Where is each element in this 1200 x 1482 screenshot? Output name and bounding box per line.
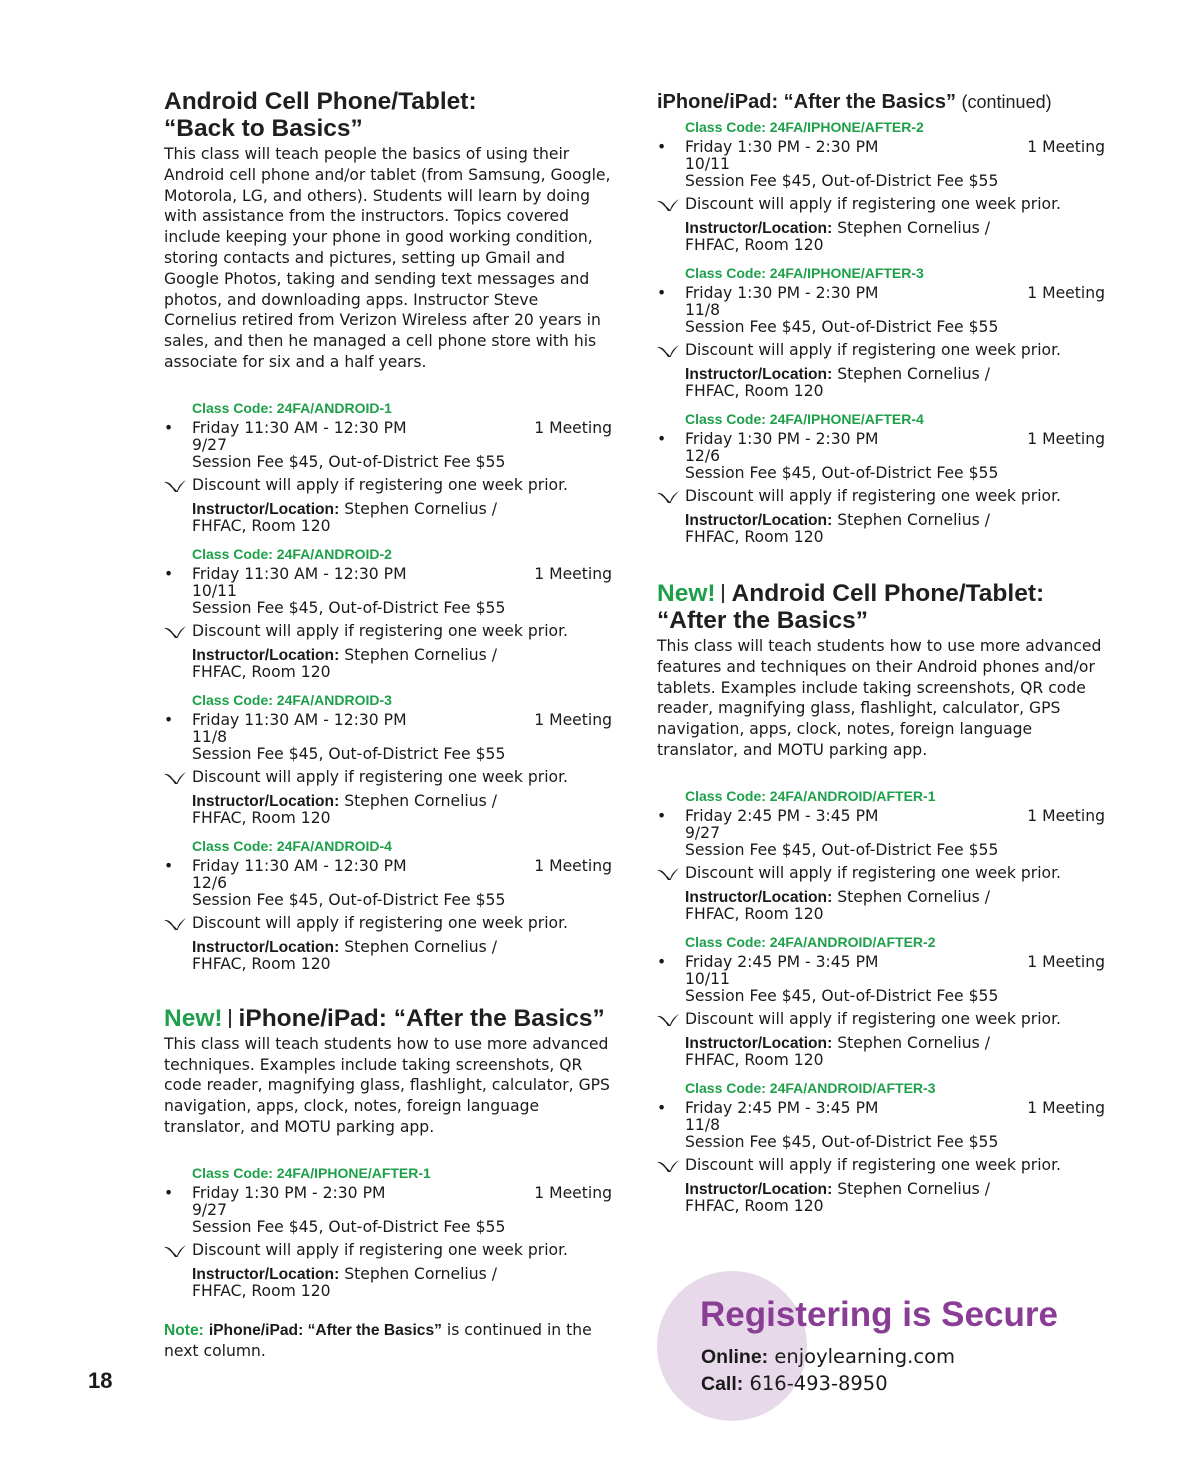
- title-line-1: Android Cell Phone/Tablet:: [731, 580, 1045, 607]
- class-date: 10/11: [192, 581, 237, 600]
- meeting-line: [164, 712, 612, 729]
- note-text: is continued in the next column.: [164, 1320, 592, 1360]
- bullet-icon: •: [164, 418, 174, 437]
- instructor-label: Instructor/Location:: [685, 1180, 833, 1198]
- instructor-location: [164, 793, 612, 810]
- online-url[interactable]: enjoylearning.com: [774, 1345, 956, 1368]
- checkmark-bird-icon: [657, 1014, 679, 1026]
- registering-title: Registering is Secure: [700, 1295, 1058, 1334]
- instructor-name: Stephen Cornelius /: [832, 1179, 990, 1198]
- instructor-name: Stephen Cornelius /: [339, 937, 497, 956]
- discount-line: [164, 1242, 612, 1259]
- instructor-location: [164, 939, 612, 956]
- bullet-icon: •: [657, 1098, 667, 1117]
- class-time: Friday 1:30 PM - 2:30 PM: [685, 284, 879, 302]
- discount-text: Discount will apply if registering one week prior.: [685, 1009, 1062, 1028]
- discount-line: [657, 342, 1105, 359]
- continuation-note: [164, 1320, 612, 1361]
- checkmark-bird-icon: [657, 199, 679, 211]
- instructor-label: Instructor/Location:: [685, 888, 833, 906]
- meeting-count: 1 Meeting: [534, 564, 612, 583]
- android-back-to-basics-section: [164, 88, 612, 973]
- session-fee: Session Fee $45, Out-of-District Fee $55: [685, 1132, 999, 1151]
- discount-text: Discount will apply if registering one week prior.: [192, 621, 569, 640]
- instructor-label: Instructor/Location:: [685, 366, 833, 383]
- class-date: 11/8: [685, 301, 721, 319]
- discount-text: Discount will apply if registering one week prior.: [685, 1155, 1062, 1174]
- meeting-line: [657, 1100, 1105, 1117]
- class-time: Friday 1:30 PM - 2:30 PM: [192, 1183, 386, 1202]
- class-listing: [164, 1164, 612, 1300]
- class-date: 9/27: [192, 1200, 228, 1219]
- instructor-label: Instructor/Location:: [685, 1034, 833, 1052]
- new-badge: New!: [164, 1004, 223, 1032]
- meeting-line: [164, 858, 612, 875]
- class-code: Class Code: 24FA/ANDROID-4: [192, 837, 392, 854]
- session-fee: Session Fee $45, Out-of-District Fee $55: [685, 464, 999, 482]
- class-code: Class Code: 24FA/IPHONE/AFTER-4: [685, 411, 924, 427]
- discount-line: [164, 477, 612, 494]
- class-listing: [164, 545, 612, 681]
- discount-line: [164, 915, 612, 932]
- meeting-count: 1 Meeting: [1027, 806, 1105, 825]
- online-label: Online:: [701, 1346, 769, 1368]
- instructor-location: [657, 1035, 1105, 1052]
- session-fee: Session Fee $45, Out-of-District Fee $55: [192, 744, 506, 763]
- instructor-name: Stephen Cornelius /: [339, 791, 497, 810]
- class-listing: [657, 264, 1105, 400]
- instructor-location: [657, 512, 1105, 529]
- class-code: Class Code: 24FA/IPHONE/AFTER-1: [192, 1164, 431, 1181]
- call-label: Call:: [701, 1373, 744, 1395]
- instructor-name: Stephen Cornelius /: [339, 645, 497, 664]
- discount-line: [657, 1011, 1105, 1028]
- meeting-count: 1 Meeting: [1027, 284, 1105, 302]
- checkmark-bird-icon: [164, 1245, 186, 1257]
- class-time: Friday 11:30 AM - 12:30 PM: [192, 564, 407, 583]
- class-date: 9/27: [685, 823, 721, 842]
- class-code: Class Code: 24FA/ANDROID-2: [192, 545, 392, 562]
- section-description: This class will teach students how to use more advanced features and techniques on their Android phones and/or tablets. Examples include taking screenshots, QR code reader, magnifying glass, flashlight, calculator, GPS navigation, apps, clock, notes, foreign language translator, and MOTU parking app.: [657, 637, 1102, 759]
- section-title: [164, 1005, 612, 1032]
- discount-line: [164, 769, 612, 786]
- meeting-line: [657, 139, 1105, 156]
- class-time: Friday 11:30 AM - 12:30 PM: [192, 710, 407, 729]
- title-line-2: “Back to Basics”: [164, 115, 363, 142]
- session-fee: Session Fee $45, Out-of-District Fee $55: [685, 318, 999, 336]
- class-time: Friday 1:30 PM - 2:30 PM: [685, 138, 879, 156]
- section-title: [657, 88, 1105, 116]
- class-time: Friday 2:45 PM - 3:45 PM: [685, 1098, 879, 1117]
- meeting-line: [164, 566, 612, 583]
- meeting-count: 1 Meeting: [1027, 138, 1105, 156]
- discount-line: [164, 623, 612, 640]
- class-list: [164, 1164, 612, 1300]
- class-date: 12/6: [685, 447, 721, 465]
- note-bold: iPhone/iPad: “After the Basics”: [208, 1321, 442, 1339]
- instructor-name: Stephen Cornelius /: [339, 499, 497, 518]
- instructor-name: Stephen Cornelius /: [832, 365, 990, 383]
- class-date: 11/8: [685, 1115, 721, 1134]
- class-date: 11/8: [192, 727, 228, 746]
- class-time: Friday 11:30 AM - 12:30 PM: [192, 418, 407, 437]
- discount-line: [657, 488, 1105, 505]
- class-location: FHFAC, Room 120: [685, 236, 824, 254]
- class-listing: [164, 691, 612, 827]
- bullet-icon: •: [657, 952, 667, 971]
- class-listing: [657, 1079, 1105, 1215]
- title-line-2: “After the Basics”: [657, 607, 869, 634]
- continued-label: (continued): [961, 92, 1052, 112]
- class-time: Friday 2:45 PM - 3:45 PM: [685, 806, 879, 825]
- class-code: Class Code: 24FA/ANDROID/AFTER-1: [685, 787, 936, 804]
- android-after-basics-section: [657, 580, 1105, 1215]
- bullet-icon: •: [164, 710, 174, 729]
- registering-call: [701, 1372, 888, 1396]
- class-code: Class Code: 24FA/IPHONE/AFTER-3: [685, 265, 924, 281]
- iphone-after-basics-section: [164, 1005, 612, 1300]
- title-text: iPhone/iPad: “After the Basics”: [238, 1004, 605, 1032]
- meeting-count: 1 Meeting: [534, 856, 612, 875]
- instructor-location: [657, 1181, 1105, 1198]
- session-fee: Session Fee $45, Out-of-District Fee $55: [192, 1217, 506, 1236]
- class-listing: [657, 410, 1105, 546]
- class-code: Class Code: 24FA/ANDROID/AFTER-3: [685, 1079, 936, 1096]
- class-location: FHFAC, Room 120: [192, 516, 331, 535]
- class-time: Friday 2:45 PM - 3:45 PM: [685, 952, 879, 971]
- class-listing: [657, 787, 1105, 923]
- instructor-label: Instructor/Location:: [192, 938, 340, 956]
- iphone-after-basics-continued-section: [657, 88, 1105, 546]
- session-fee: Session Fee $45, Out-of-District Fee $55: [685, 986, 999, 1005]
- meeting-line: [657, 285, 1105, 302]
- session-fee: Session Fee $45, Out-of-District Fee $55: [192, 890, 506, 909]
- title-separator: [229, 1009, 231, 1028]
- title-separator: [722, 584, 724, 603]
- class-list: [164, 399, 612, 973]
- meeting-count: 1 Meeting: [534, 418, 612, 437]
- bullet-icon: •: [657, 284, 667, 302]
- class-location: FHFAC, Room 120: [685, 528, 824, 546]
- discount-text: Discount will apply if registering one week prior.: [192, 1240, 569, 1259]
- instructor-label: Instructor/Location:: [192, 792, 340, 810]
- bullet-icon: •: [657, 806, 667, 825]
- discount-line: [657, 1157, 1105, 1174]
- class-time: Friday 1:30 PM - 2:30 PM: [685, 430, 879, 448]
- bullet-icon: •: [164, 564, 174, 583]
- class-date: 9/27: [192, 435, 228, 454]
- instructor-label: Instructor/Location:: [192, 500, 340, 518]
- class-listing: [657, 118, 1105, 254]
- bullet-icon: •: [657, 430, 667, 448]
- meeting-count: 1 Meeting: [534, 1183, 612, 1202]
- bullet-icon: •: [657, 138, 667, 156]
- discount-text: Discount will apply if registering one week prior.: [192, 475, 569, 494]
- class-location: FHFAC, Room 120: [192, 808, 331, 827]
- instructor-location: [164, 501, 612, 518]
- class-location: FHFAC, Room 120: [685, 1050, 824, 1069]
- section-description: This class will teach people the basics of using their Android cell phone and/or tablet (from Samsung, Google, Motorola, LG, and others). Students will learn by doing with assistance from the instructors. Topics covered include keeping your phone in good working condition, storing contacts and pictures, setting up Gmail and Google Photos, taking and sending text messages and photos, and downloading apps. Instructor Steve Cornelius retired from Verizon Wireless after 20 years in sales, and then he managed a cell phone store with his associate for six and a half years.: [164, 145, 611, 371]
- title-text: iPhone/iPad: “After the Basics”: [657, 91, 956, 113]
- discount-text: Discount will apply if registering one week prior.: [685, 487, 1062, 505]
- right-column: [657, 88, 1105, 1215]
- checkmark-bird-icon: [164, 918, 186, 930]
- instructor-name: Stephen Cornelius /: [832, 1033, 990, 1052]
- session-fee: Session Fee $45, Out-of-District Fee $55: [192, 452, 506, 471]
- class-listing: [657, 933, 1105, 1069]
- class-location: FHFAC, Room 120: [685, 382, 824, 400]
- instructor-name: Stephen Cornelius /: [832, 511, 990, 529]
- bullet-icon: •: [164, 856, 174, 875]
- class-date: 10/11: [685, 155, 730, 173]
- class-location: FHFAC, Room 120: [685, 904, 824, 923]
- class-date: 12/6: [192, 873, 228, 892]
- registering-online: [701, 1345, 955, 1369]
- instructor-name: Stephen Cornelius /: [832, 887, 990, 906]
- page-number: 18: [88, 1368, 113, 1393]
- meeting-line: [164, 1185, 612, 1202]
- title-line-1: Android Cell Phone/Tablet:: [164, 88, 477, 115]
- instructor-location: [657, 220, 1105, 237]
- new-badge: New!: [657, 580, 716, 607]
- class-list: [657, 118, 1105, 546]
- class-location: FHFAC, Room 120: [192, 662, 331, 681]
- checkmark-bird-icon: [164, 626, 186, 638]
- class-time: Friday 11:30 AM - 12:30 PM: [192, 856, 407, 875]
- class-listing: [164, 399, 612, 535]
- class-code: Class Code: 24FA/IPHONE/AFTER-2: [685, 119, 924, 135]
- instructor-location: [164, 647, 612, 664]
- checkmark-bird-icon: [657, 491, 679, 503]
- meeting-count: 1 Meeting: [1027, 430, 1105, 448]
- instructor-name: Stephen Cornelius /: [832, 219, 990, 237]
- discount-text: Discount will apply if registering one week prior.: [685, 863, 1062, 882]
- class-location: FHFAC, Room 120: [192, 1281, 331, 1300]
- section-title: [657, 580, 1105, 634]
- meeting-count: 1 Meeting: [534, 710, 612, 729]
- meeting-line: [657, 808, 1105, 825]
- session-fee: Session Fee $45, Out-of-District Fee $55: [685, 172, 999, 190]
- instructor-location: [164, 1266, 612, 1283]
- section-description: This class will teach students how to use more advanced techniques. Examples include taking screenshots, QR code reader, magnifying glass, flashlight, calculator, GPS navigation, apps, clock, notes, foreign language translator, and MOTU parking app.: [164, 1034, 610, 1136]
- discount-text: Discount will apply if registering one week prior.: [192, 767, 569, 786]
- instructor-name: Stephen Cornelius /: [339, 1264, 497, 1283]
- session-fee: Session Fee $45, Out-of-District Fee $55: [685, 840, 999, 859]
- bullet-icon: •: [164, 1183, 174, 1202]
- meeting-line: [164, 420, 612, 437]
- discount-line: [657, 865, 1105, 882]
- instructor-label: Instructor/Location:: [685, 220, 833, 237]
- session-fee: Session Fee $45, Out-of-District Fee $55: [192, 598, 506, 617]
- instructor-label: Instructor/Location:: [685, 512, 833, 529]
- meeting-line: [657, 431, 1105, 448]
- note-label: Note:: [164, 1321, 204, 1339]
- class-code: Class Code: 24FA/ANDROID-3: [192, 691, 392, 708]
- instructor-label: Instructor/Location:: [192, 1265, 340, 1283]
- meeting-line: [657, 954, 1105, 971]
- discount-text: Discount will apply if registering one week prior.: [192, 913, 569, 932]
- class-listing: [164, 837, 612, 973]
- checkmark-bird-icon: [164, 772, 186, 784]
- discount-line: [657, 196, 1105, 213]
- meeting-count: 1 Meeting: [1027, 1098, 1105, 1117]
- class-location: FHFAC, Room 120: [685, 1196, 824, 1215]
- class-code: Class Code: 24FA/ANDROID-1: [192, 399, 392, 416]
- left-column: [164, 88, 612, 1361]
- checkmark-bird-icon: [657, 345, 679, 357]
- checkmark-bird-icon: [164, 480, 186, 492]
- class-list: [657, 787, 1105, 1215]
- discount-text: Discount will apply if registering one week prior.: [685, 195, 1062, 213]
- discount-text: Discount will apply if registering one week prior.: [685, 341, 1062, 359]
- instructor-location: [657, 366, 1105, 383]
- class-code: Class Code: 24FA/ANDROID/AFTER-2: [685, 933, 936, 950]
- phone-number[interactable]: 616-493-8950: [749, 1372, 888, 1395]
- section-title: [164, 88, 612, 142]
- class-location: FHFAC, Room 120: [192, 954, 331, 973]
- instructor-location: [657, 889, 1105, 906]
- checkmark-bird-icon: [657, 868, 679, 880]
- meeting-count: 1 Meeting: [1027, 952, 1105, 971]
- checkmark-bird-icon: [657, 1160, 679, 1172]
- class-date: 10/11: [685, 969, 730, 988]
- instructor-label: Instructor/Location:: [192, 646, 340, 664]
